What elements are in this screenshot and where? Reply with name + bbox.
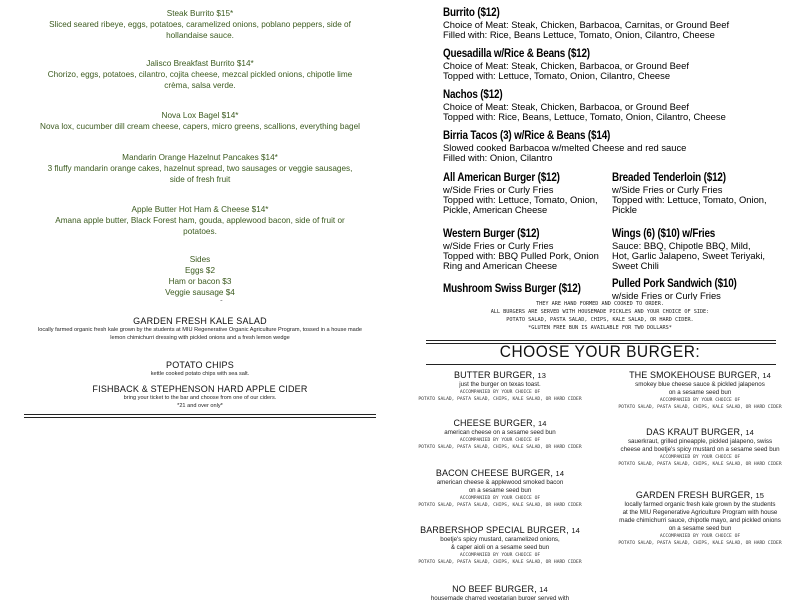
accompaniment-label: ACCOMPANIED BY YOUR CHOICE OF	[459, 438, 541, 443]
item-detail: Slowed cooked Barbacoa w/melted Cheese and red sauce	[443, 142, 687, 153]
burger-description: on a sesame seed bun	[668, 389, 732, 396]
item-detail: Ring and American Cheese	[443, 260, 558, 271]
side-item: Ham or bacon $3	[168, 277, 232, 286]
divider	[426, 340, 776, 341]
burger-item	[400, 370, 600, 403]
item-name: All American Burger ($12)	[443, 172, 560, 184]
item-detail: Filled with: Onion, Cilantro	[443, 152, 553, 163]
burger-name: NO BEEF BURGER, 14	[452, 584, 548, 594]
burger-name: BUTTER BURGER, 13	[453, 370, 547, 380]
item-detail: Pickle	[612, 204, 638, 215]
side-options: POTATO SALAD, PASTA SALAD, CHIPS, KALE SALAD, OR HARD CIDER	[418, 503, 582, 508]
side-options: POTATO SALAD, PASTA SALAD, CHIPS, KALE SALAD, OR HARD CIDER	[618, 541, 782, 546]
note-line: POTATO SALAD, PASTA SALAD, CHIPS, KALE SALAD, OR HARD CIDER.	[506, 317, 694, 323]
accompaniment-label: ACCOMPANIED BY YOUR CHOICE OF	[659, 534, 741, 539]
side-options: POTATO SALAD, PASTA SALAD, CHIPS, KALE SALAD, OR HARD CIDER	[418, 560, 582, 565]
burger-price: 14	[571, 526, 580, 535]
side-options: POTATO SALAD, PASTA SALAD, CHIPS, KALE SALAD, OR HARD CIDER	[618, 462, 782, 467]
sides-list	[0, 254, 400, 298]
burger-item	[400, 584, 600, 600]
item-description: Nova lox, cucumber dill cream cheese, capers, micro greens, scallions, everything bagel	[40, 122, 360, 131]
item-name: Quesadilla w/Rice & Beans ($12)	[443, 48, 590, 60]
item-detail: Topped with: Lettuce, Tomato, Onion,	[443, 194, 598, 205]
item-name: Breaded Tenderloin ($12)	[612, 172, 726, 184]
menu-item	[443, 7, 729, 40]
item-detail: Topped with: Lettuce, Tomato, Onion, Cilantro, Cheese	[443, 70, 671, 81]
item-name: Mushroom Swiss Burger ($12)	[443, 283, 581, 295]
item-detail: Choice of Meat: Steak, Chicken, Barbacoa, or Ground Beef	[443, 101, 689, 112]
burger-price: 14	[539, 585, 548, 594]
accompaniment-label: ACCOMPANIED BY YOUR CHOICE OF	[459, 553, 541, 558]
item-name: Burrito ($12)	[443, 7, 500, 19]
burger-description: at the MIU Regenerative Agriculture Program with house	[622, 509, 778, 516]
burger-price: 14	[745, 428, 754, 437]
burger-notes	[400, 300, 800, 332]
menu-item	[0, 110, 400, 132]
burger-description: boetje's spicy mustard, caramelized onions,	[440, 536, 560, 543]
item-detail: Sauce: BBQ, Chipotle BBQ, Mild,	[612, 240, 751, 251]
burger-item	[600, 427, 800, 468]
item-title: GARDEN FRESH KALE SALAD	[133, 316, 267, 326]
item-detail: w/Side Fries or Curly Fries	[443, 184, 554, 195]
item-name: Jalisco Breakfast Burrito $14*	[146, 59, 254, 68]
item-name: Birria Tacos (3) w/Rice & Beans ($14)	[443, 130, 611, 142]
item-title: FISHBACK & STEPHENSON HARD APPLE CIDER	[92, 384, 308, 394]
divider	[24, 417, 376, 418]
item-detail: Choice of Meat: Steak, Chicken, Barbacoa, or Ground Beef	[443, 60, 689, 71]
divider	[426, 364, 776, 365]
item-detail: w/side Fries or Curly Fries	[612, 290, 721, 300]
menu-item	[612, 172, 767, 215]
burger-name: THE SMOKEHOUSE BURGER, 14	[629, 370, 771, 380]
burger-description: american cheese on a sesame seed bun	[444, 429, 556, 436]
item-description: 3 fluffy mandarin orange cakes, hazelnut spread, two sausages or veggie sausages, side of fresh fruit	[47, 164, 353, 184]
item-detail: Filled with: Rice, Beans Lettuce, Tomato, Onion, Cilantro, Cheese	[443, 29, 715, 40]
side-item: Eggs $2	[184, 266, 216, 275]
burger-item	[400, 418, 600, 451]
lunch-menu-panel	[400, 0, 800, 300]
menu-item	[0, 204, 400, 237]
burger-name: GARDEN FRESH BURGER, 15	[635, 490, 765, 500]
burger-price: 13	[537, 371, 547, 380]
menu-item	[612, 278, 757, 300]
item-name: Nova Lox Bagel $14*	[161, 111, 239, 120]
item-note: *21 and over only*	[177, 403, 223, 409]
item-name: Pulled Pork Sandwich ($10)	[612, 278, 737, 290]
item-detail: Topped with: Rice, Beans, Lettuce, Tomato, Onion, Cilantro, Cheese	[443, 111, 726, 122]
menu-item	[0, 316, 400, 342]
menu-item	[612, 228, 765, 271]
item-name: Steak Burrito $15*	[166, 9, 234, 18]
menu-item	[0, 58, 400, 91]
item-description: kettle cooked potato chips with sea salt.	[150, 371, 250, 377]
item-description: Sliced seared ribeye, eggs, potatoes, caramelized onions, poblano peppers, side of hollandaise sauce.	[49, 20, 351, 40]
brunch-menu-panel	[0, 0, 400, 300]
burger-description: locally farmed organic fresh kale grown by the students	[624, 501, 776, 508]
note-line: THEY ARE HAND FORMED AND COOKED TO ORDER.	[535, 301, 665, 307]
burger-description: & caper aioli on a sesame seed bun	[450, 544, 550, 551]
burger-description: on a sesame seed bun	[668, 525, 732, 532]
menu-item	[0, 384, 400, 410]
item-name: Apple Butter Hot Ham & Cheese $14*	[131, 205, 269, 214]
menu-item	[443, 48, 689, 81]
side-options: POTATO SALAD, PASTA SALAD, CHIPS, KALE SALAD, OR HARD CIDER	[618, 405, 782, 410]
cut-off-text	[0, 300, 400, 301]
burger-description: american cheese & applewood smoked bacon	[436, 479, 564, 486]
item-detail: w/Side Fries or Curly Fries	[443, 240, 554, 251]
burger-description: smokey blue cheese sauce & pickled jalapenos	[635, 381, 765, 388]
menu-item	[443, 283, 603, 296]
burger-description: on a sesame seed bun	[468, 487, 532, 494]
divider	[24, 414, 376, 415]
item-title: POTATO CHIPS	[166, 360, 234, 370]
item-name: Western Burger ($12)	[443, 228, 540, 240]
item-name: Mandarin Orange Hazelnut Pancakes $14*	[122, 153, 278, 162]
side-item: Veggie sausage $4	[165, 288, 235, 297]
item-description: locally farmed organic fresh kale grown by the students at MIU Regenerative Organic Agriculture Program, tossed in a house made lemon chimichurri dressing with pickled onions and a fresh lemon wedge	[38, 327, 362, 341]
item-detail: w/Side Fries or Curly Fries	[612, 184, 723, 195]
item-detail: Sweet Chili	[612, 260, 659, 271]
accompaniment-label: ACCOMPANIED BY YOUR CHOICE OF	[659, 398, 741, 403]
burger-item	[600, 490, 800, 547]
menu-item	[443, 172, 598, 215]
burger-price: 14	[762, 371, 771, 380]
item-detail: Topped with: Lettuce, Tomato, Onion,	[612, 194, 767, 205]
extras-menu-panel	[0, 300, 400, 600]
item-name: Nachos ($12)	[443, 89, 503, 101]
item-description: bring your ticket to the bar and choose from one of our ciders.	[123, 395, 277, 401]
section-heading: CHOOSE YOUR BURGER:	[499, 343, 701, 362]
burger-price: 14	[537, 419, 547, 428]
burger-menu-panel	[400, 300, 800, 600]
burger-name: DAS KRAUT BURGER, 14	[646, 427, 754, 437]
burger-description: cheese and boetje's spicy mustard on a sesame seed bun	[620, 446, 780, 453]
burger-item	[400, 525, 600, 566]
side-options: POTATO SALAD, PASTA SALAD, CHIPS, KALE SALAD, OR HARD CIDER	[418, 397, 582, 402]
burger-item	[400, 468, 600, 509]
note-line: ALL BURGERS ARE SERVED WITH HOUSEMADE PICKLES AND YOUR CHOICE OF SIDE:	[490, 309, 710, 315]
accompaniment-label: ACCOMPANIED BY YOUR CHOICE OF	[459, 496, 541, 501]
burger-name: CHEESE BURGER, 14	[453, 418, 547, 428]
item-detail: Choice of Meat: Steak, Chicken, Barbacoa, Carnitas, or Ground Beef	[443, 19, 730, 30]
menu-item	[0, 360, 400, 378]
menu-item	[443, 130, 686, 163]
menu-item	[0, 152, 400, 185]
burger-item	[600, 370, 800, 411]
item-detail: Pickle, American Cheese	[443, 204, 548, 215]
side-options: POTATO SALAD, PASTA SALAD, CHIPS, KALE SALAD, OR HARD CIDER	[418, 445, 582, 450]
accompaniment-label: ACCOMPANIED BY YOUR CHOICE OF	[659, 455, 741, 460]
menu-item	[443, 89, 726, 122]
burger-description: just the burger on texas toast.	[459, 381, 541, 388]
burger-price: 15	[755, 491, 765, 500]
accompaniment-label: ACCOMPANIED BY YOUR CHOICE OF	[459, 390, 541, 395]
burger-description: made chimichurri sauce, chipotle mayo, and pickled onions	[619, 517, 781, 524]
burger-description: sauerkraut, grilled pineapple, pickled jalapeno, swiss	[627, 438, 773, 445]
burger-name: BACON CHEESE BURGER, 14	[435, 468, 565, 478]
item-detail: Topped with: BBQ Pulled Pork, Onion	[443, 250, 599, 261]
item-description: Amana apple butter, Black Forest ham, gouda, applewood bacon, side of fruit or potatoes.	[55, 216, 345, 236]
burger-name: BARBERSHOP SPECIAL BURGER, 14	[420, 525, 580, 535]
item-name: Wings (6) ($10) w/Fries	[612, 228, 716, 240]
item-detail: Hot, Garlic Jalapeno, Sweet Teriyaki,	[612, 250, 766, 261]
menu-item	[0, 8, 400, 41]
menu-item	[443, 228, 599, 271]
burger-description: housemade charred vegetarian burger served with	[430, 595, 570, 600]
note-line: *GLUTEN FREE BUN IS AVAILABLE FOR TWO DOLLARS*	[528, 325, 672, 331]
item-description: Chorizo, eggs, potatoes, cilantro, cojita cheese, mezcal pickled onions, chipotle lime crèma, salsa verde.	[47, 70, 353, 90]
burger-price: 14	[555, 469, 565, 478]
sides-title: Sides	[189, 255, 211, 264]
